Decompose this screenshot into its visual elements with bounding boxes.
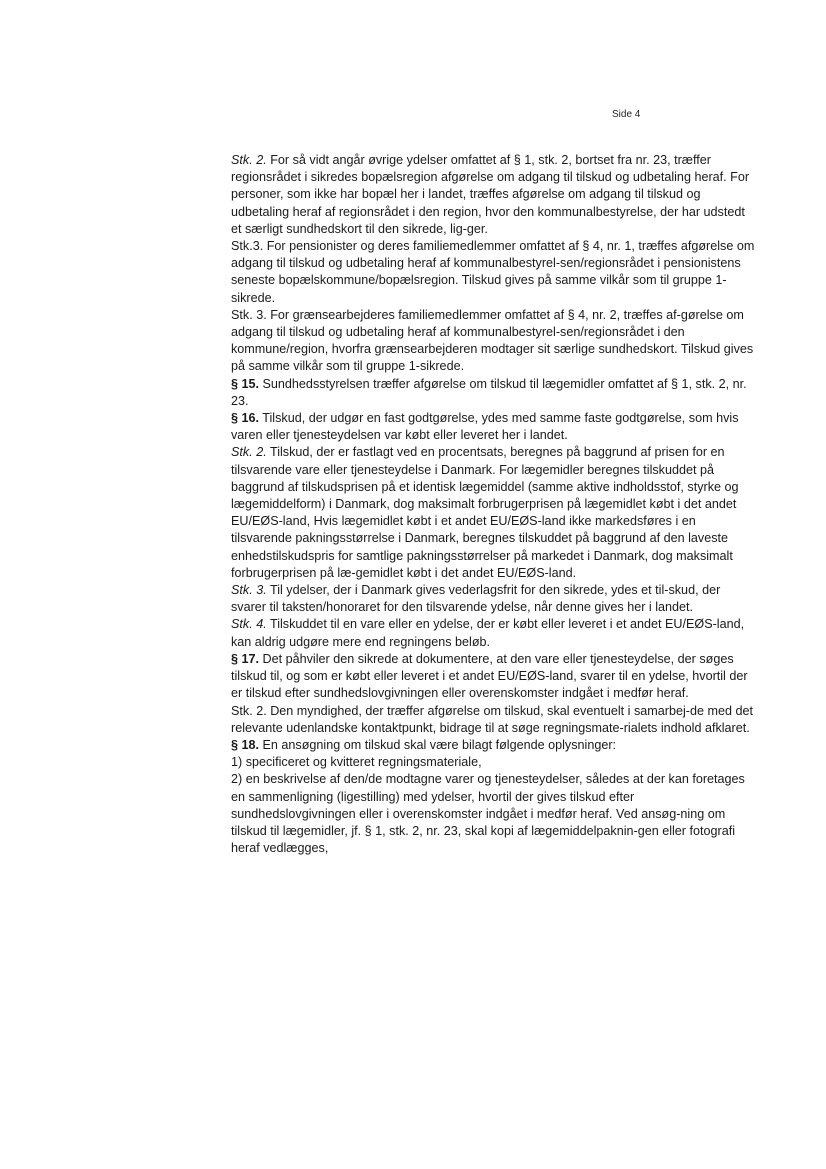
stk-label: Stk. 4. [231, 617, 267, 632]
stk-label: Stk. 2. [231, 153, 267, 167]
section-17-stk-2: Stk. 2. Den myndighed, der træffer afgørelse om tilskud, skal eventuelt i samarbej-de med det relevante udenlandske kontaktpunkt, bidrage til at søge regningsmate-rialets indhold afklaret. [231, 703, 753, 735]
paragraph-text: Tilskud, der er fastlagt ved en procentsats, beregnes på baggrund af prisen for en tilsvarende vare eller tjenesteydelse i Danmark. For lægemidler beregnes tilskuddet på baggrund af tilskudsprisen på et identisk lægemiddel (samme aktive indholdsstof, styrke og lægemiddelform) i Danmark, dog maksimalt forbrugerprisen på lægemidlet købt i det andet EU/EØS-land, Hvis lægemidlet købt i et andet EU/EØS-land ikke markedsføres i en tilsvarende pakningsstørrelse i Danmark, beregnes tilskuddet på baggrund af den laveste enhedstilskudspris for samtlige pakningsstørrelser på markedet i Danmark, dog maksimalt forbrugerprisen på læ-gemidlet købt i det andet EU/EØS-land. [231, 445, 739, 580]
section-16 [231, 410, 755, 444]
section-mark: § 17. [231, 651, 260, 666]
document-body [231, 152, 755, 857]
stk-label: Stk. 2. [231, 445, 267, 460]
section-18-item-2: 2) en beskrivelse af den/de modtagne varer og tjenesteydelser, således at der kan foretages en sammenligning (ligestilling) med ydelser, hvortil der gives tilskud efter sundhedslovgivningen eller i overenskomster indgået i medfør heraf. Ved ansøg-ning om tilskud til lægemidler, jf. § 1, stk. 2, nr. 23, skal kopi af lægemiddelpaknin-gen eller fotografi heraf vedlægges, [231, 772, 745, 856]
section-16-stk-3 [231, 582, 755, 616]
page-number: Side 4 [612, 109, 641, 120]
paragraph-14-stk-3-border-workers: Stk. 3. For grænsearbejderes familiemedlemmer omfattet af § 4, nr. 2, træffes af-gørelse om adgang til tilskud og udbetaling heraf af kommunalbestyrel-sen/regionsrådet i den kommune/region, hvorfra grænsearbejderen modtager sit særlige sundhedskort. Tilskud gives på samme vilkår som til gruppe 1-sikrede. [231, 307, 754, 374]
section-mark: § 16. [231, 411, 260, 426]
section-text: Det påhviler den sikrede at dokumentere, at den vare eller tjenesteydelse, der søges tilskud til, og som er købt eller leveret i et andet EU/EØS-land, svarer til en ydelse, hvortil der er tilskud efter sundhedslovgivningen eller overenskomster indgået i medfør heraf. [231, 651, 748, 701]
section-16-stk-4 [231, 616, 755, 650]
section-text: Tilskud, der udgør en fast godtgørelse, ydes med samme faste godtgørelse, som hvis varen eller tjenesteydelsen var købt eller leveret her i landet. [231, 411, 739, 443]
section-text: En ansøgning om tilskud skal være bilagt følgende oplysninger: [259, 737, 617, 752]
section-text: Sundhedsstyrelsen træffer afgørelse om tilskud til lægemidler omfattet af § 1, stk. 2, nr. 23. [231, 376, 747, 408]
section-mark: § 15. [231, 376, 260, 391]
paragraph-text: Til ydelser, der i Danmark gives vederlagsfrit for den sikrede, ydes et til-skud, der svarer til taksten/honoraret for den tilsvarende ydelse, når denne gives her i landet. [231, 583, 721, 615]
paragraph-text: Tilskuddet til en vare eller en ydelse, der er købt eller leveret i et andet EU/EØS-land, kan aldrig udgøre mere end regningens beløb. [231, 617, 745, 649]
section-mark: § 18. [231, 737, 260, 752]
section-18-item-1: 1) specificeret og kvitteret regningsmateriale, [231, 755, 482, 770]
section-15 [231, 376, 755, 410]
paragraph-14-stk-3-pensioners: Stk.3. For pensionister og deres familiemedlemmer omfattet af § 4, nr. 1, træffes afgørelse om adgang til tilskud og udbetaling heraf af kommunalbestyrel-sen/regionsrådet i pensionistens seneste bopælskommune/bopælsregion. Tilskud gives på samme vilkår som til gruppe 1-sikrede. [231, 239, 755, 305]
stk-label: Stk. 3. [231, 583, 267, 598]
paragraph-14-stk-2 [231, 152, 755, 238]
section-16-stk-2 [231, 444, 755, 582]
section-17 [231, 651, 755, 703]
section-18 [231, 737, 755, 754]
paragraph-text: For så vidt angår øvrige ydelser omfattet af § 1, stk. 2, bortset fra nr. 23, træffer regionsrådet i sikredes bopælsregion afgørelse om adgang til tilskud og udbetaling heraf. For personer, som ikke har bopæl her i landet, træffes afgørelse om adgang til tilskud og udbetaling heraf af regionsrådet i den region, hvor den kommunalbestyrelse, der har udstedt et særligt sundhedskort til den sikrede, lig-ger. [231, 153, 750, 236]
